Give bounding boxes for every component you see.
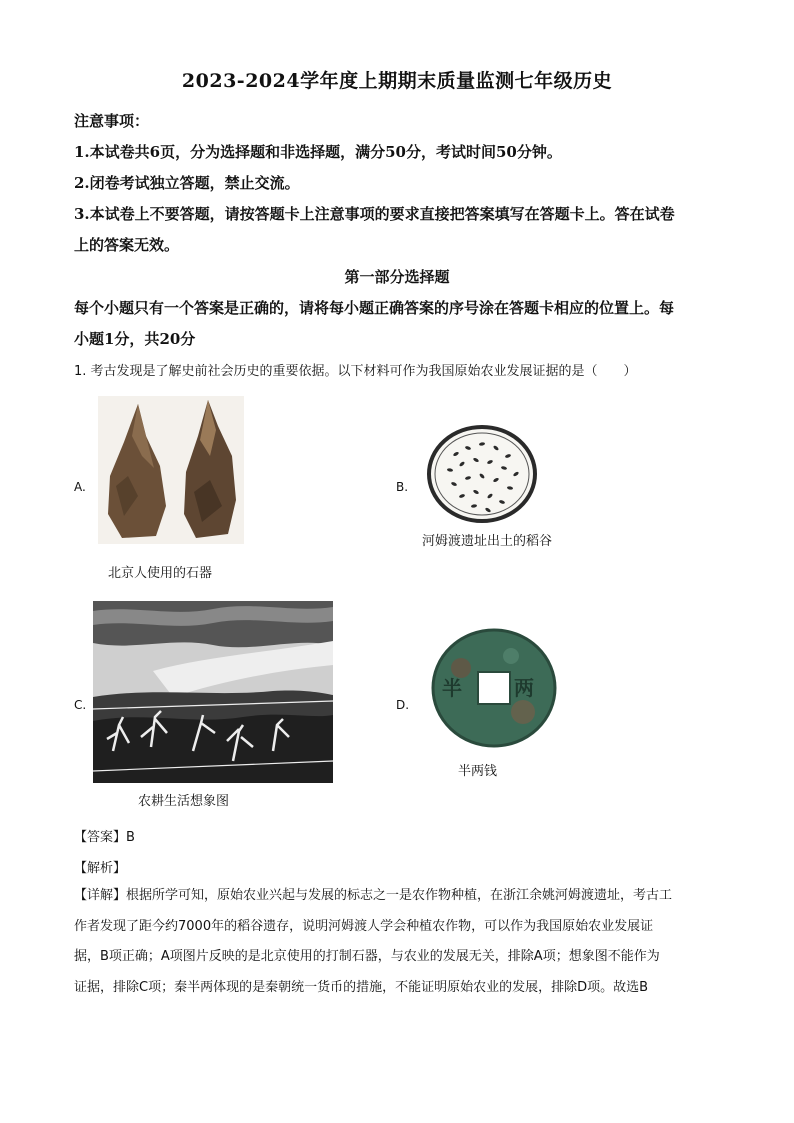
- option-a-caption: 北京人使用的石器: [108, 566, 213, 581]
- option-c-caption: 农耕生活想象图: [138, 794, 230, 809]
- detail-line-1: 【详解】根据所学可知，原始农业兴起与发展的标志之一是农作物种植，在浙江余姚河姆渡遗址，考古工: [74, 888, 673, 903]
- option-b-letter: B.: [396, 480, 409, 494]
- notice-item-3-cont: 上的答案无效。: [74, 236, 180, 254]
- option-d-caption: 半两钱: [458, 764, 498, 779]
- option-b-caption: 河姆渡遗址出土的稻谷: [422, 534, 553, 549]
- answer-label: 【答案】: [74, 830, 127, 845]
- detail-line-2: 作者发现了距今约7000年的稻谷遗存，说明河姆渡人学会种植农作物，可以作为我国原始农业发展证: [74, 918, 654, 934]
- detail-block: [74, 881, 724, 1003]
- farming-scene-image: [93, 601, 333, 783]
- option-d-letter: D.: [396, 698, 410, 712]
- coin-char-right: 两: [514, 676, 534, 700]
- detail-label: 【详解】: [74, 888, 127, 903]
- page-title: 2023-2024学年度上期期末质量监测七年级历史: [181, 70, 613, 92]
- section-instruction-1: 每个小题只有一个答案是正确的，请将每小题正确答案的序号涂在答题卡相应的位置上。每: [74, 299, 675, 317]
- notice-heading: 注意事项：: [74, 112, 150, 130]
- detail-line-4: 证据，排除C项；秦半两体现的是秦朝统一货币的措施，不能证明原始农业的发展，排除D项。故选B: [74, 979, 649, 995]
- section-instruction-2: 小题1分，共20分: [74, 330, 196, 348]
- rice-grains-image: [426, 424, 538, 524]
- notice-item-3: 3.本试卷上不要答题，请按答题卡上注意事项的要求直接把答案填写在答题卡上。答在试卷: [74, 205, 675, 223]
- notice-item-1: 1.本试卷共6页，分为选择题和非选择题，满分50分，考试时间50分钟。: [74, 143, 562, 161]
- detail-line-3: 据，B项正确；A项图片反映的是北京使用的打制石器，与农业的发展无关，排除A项；想象图不能作为: [74, 949, 660, 964]
- coin-char-left: 半: [442, 676, 462, 700]
- answer-value: B: [126, 830, 135, 845]
- notice-item-2: 2.闭卷考试独立答题，禁止交流。: [74, 174, 300, 192]
- option-c-letter: C.: [74, 698, 87, 712]
- answer-line: [74, 826, 135, 845]
- section-title: 第一部分选择题: [344, 268, 450, 286]
- option-a-letter: A.: [74, 480, 86, 494]
- stone-tools-image: [98, 396, 244, 544]
- analysis-label: 【解析】: [74, 861, 127, 876]
- question-stem: 1. 考古发现是了解史前社会历史的重要依据。以下材料可作为我国原始农业发展证据的是（ ）: [74, 364, 637, 379]
